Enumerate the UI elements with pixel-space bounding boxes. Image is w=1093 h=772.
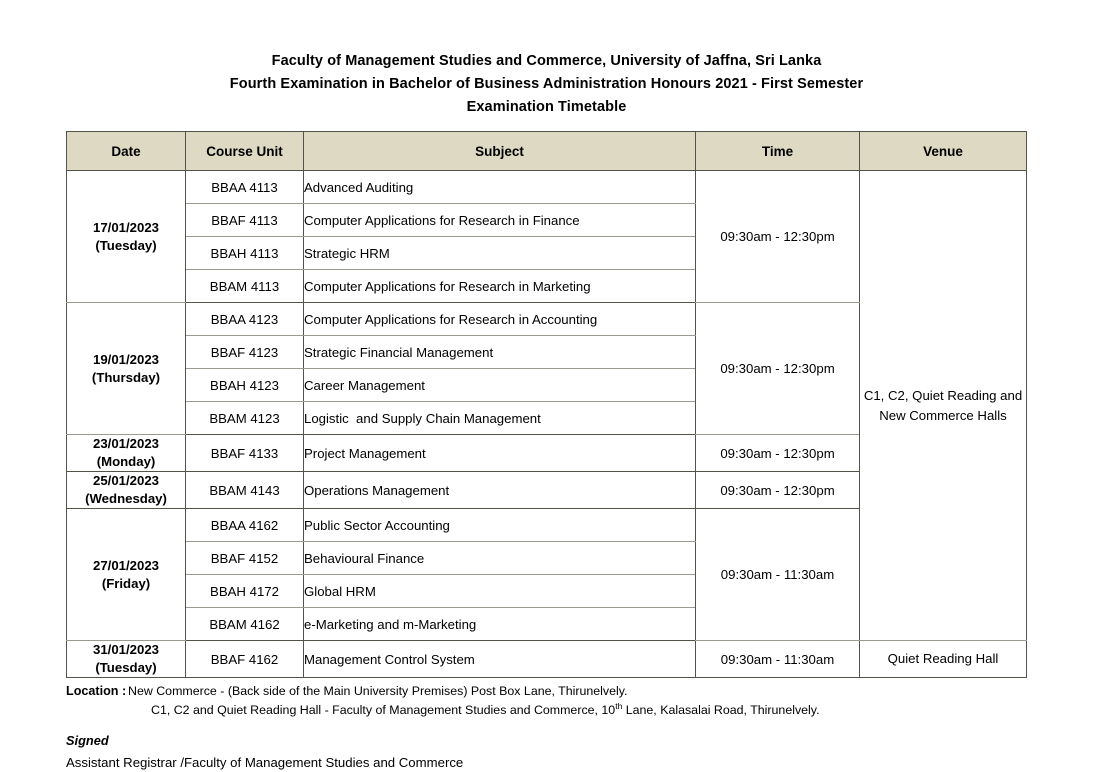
location-label: Location : [66,684,127,698]
exam-day: (Monday) [96,454,156,469]
exam-day: (Wednesday) [85,491,167,506]
column-header-venue: Venue [860,132,1027,171]
title-line-2: Fourth Examination in Bachelor of Business Administration Honours 2021 - First Semester [229,76,864,92]
subject-cell: Operations Management [304,472,696,509]
course-unit-cell: BBAF 4113 [186,204,304,237]
exam-date-cell [67,509,186,641]
exam-time-cell: 09:30am - 12:30pm [696,435,860,472]
exam-date: 17/01/2023 [92,219,159,235]
timetable-container [66,131,1026,678]
course-unit-cell: BBAM 4123 [186,402,304,435]
column-header-subject: Subject [304,132,696,171]
exam-day: (Thursday) [91,369,161,385]
signed-label: Signed [66,733,109,748]
subject-cell: Strategic HRM [304,237,696,270]
subject-cell: Computer Applications for Research in Finance [304,204,696,237]
location-text-1: New Commerce - (Back side of the Main University Premises) Post Box Lane, Thirunelvely. [128,684,628,698]
table-row [67,171,1027,204]
location-row-1 [66,682,1046,701]
title-line-3: Examination Timetable [466,99,627,115]
document-title-block [0,0,1093,119]
subject-cell: Global HRM [304,575,696,608]
column-header-date: Date [67,132,186,171]
table-header [67,132,1027,171]
exam-date-cell [67,641,186,678]
subject-cell: Strategic Financial Management [304,336,696,369]
subject-cell: Logistic and Supply Chain Management [304,402,696,435]
exam-day: (Tuesday) [95,660,157,675]
exam-date-cell [67,472,186,509]
column-header-course-unit: Course Unit [186,132,304,171]
course-unit-cell: BBAM 4113 [186,270,304,303]
exam-time-cell: 09:30am - 12:30pm [696,303,860,435]
subject-cell: Behavioural Finance [304,542,696,575]
exam-date: 19/01/2023 [92,351,159,367]
course-unit-cell: BBAM 4162 [186,608,304,641]
course-unit-cell: BBAF 4152 [186,542,304,575]
exam-date-cell [67,435,186,472]
exam-timetable-table [66,131,1027,678]
exam-day: (Friday) [101,575,151,591]
venue-cell: Quiet Reading Hall [860,641,1027,678]
location-text-2-post: Lane, Kalasalai Road, Thirunelvely. [622,703,820,717]
subject-cell: Computer Applications for Research in Accounting [304,303,696,336]
table-body [67,171,1027,678]
subject-cell: Advanced Auditing [304,171,696,204]
course-unit-cell: BBAH 4172 [186,575,304,608]
course-unit-cell: BBAA 4162 [186,509,304,542]
course-unit-cell: BBAA 4113 [186,171,304,204]
course-unit-cell: BBAH 4113 [186,237,304,270]
subject-cell: Management Control System [304,641,696,678]
course-unit-cell: BBAF 4123 [186,336,304,369]
exam-date: 27/01/2023 [92,557,159,573]
exam-time-cell: 09:30am - 11:30am [696,641,860,678]
title-line-1: Faculty of Management Studies and Commerce, University of Jaffna, Sri Lanka [271,53,822,69]
exam-date-cell [67,303,186,435]
subject-cell: Project Management [304,435,696,472]
course-unit-cell: BBAH 4123 [186,369,304,402]
subject-cell: Career Management [304,369,696,402]
venue-cell: C1, C2, Quiet Reading and New Commerce Halls [860,171,1027,641]
course-unit-cell: BBAF 4133 [186,435,304,472]
table-header-row [67,132,1027,171]
subject-cell: e-Marketing and m-Marketing [304,608,696,641]
course-unit-cell: BBAF 4162 [186,641,304,678]
exam-date: 31/01/2023 [92,642,159,657]
exam-day: (Tuesday) [95,237,157,253]
location-row-2 [66,701,1046,720]
exam-time-cell: 09:30am - 11:30am [696,509,860,641]
exam-time-cell: 09:30am - 12:30pm [696,472,860,509]
column-header-time: Time [696,132,860,171]
subject-cell: Computer Applications for Research in Marketing [304,270,696,303]
signatory-text: Assistant Registrar /Faculty of Management Studies and Commerce [66,755,464,770]
exam-date: 25/01/2023 [92,473,159,488]
course-unit-cell: BBAA 4123 [186,303,304,336]
location-text-2-pre: C1, C2 and Quiet Reading Hall - Faculty of Management Studies and Commerce, 10 [151,703,616,717]
table-row [67,641,1027,678]
exam-date-cell [67,171,186,303]
course-unit-cell: BBAM 4143 [186,472,304,509]
ordinal-suffix: th [615,700,623,711]
subject-cell: Public Sector Accounting [304,509,696,542]
exam-time-cell: 09:30am - 12:30pm [696,171,860,303]
exam-date: 23/01/2023 [92,436,159,451]
footer-block [66,682,1046,772]
